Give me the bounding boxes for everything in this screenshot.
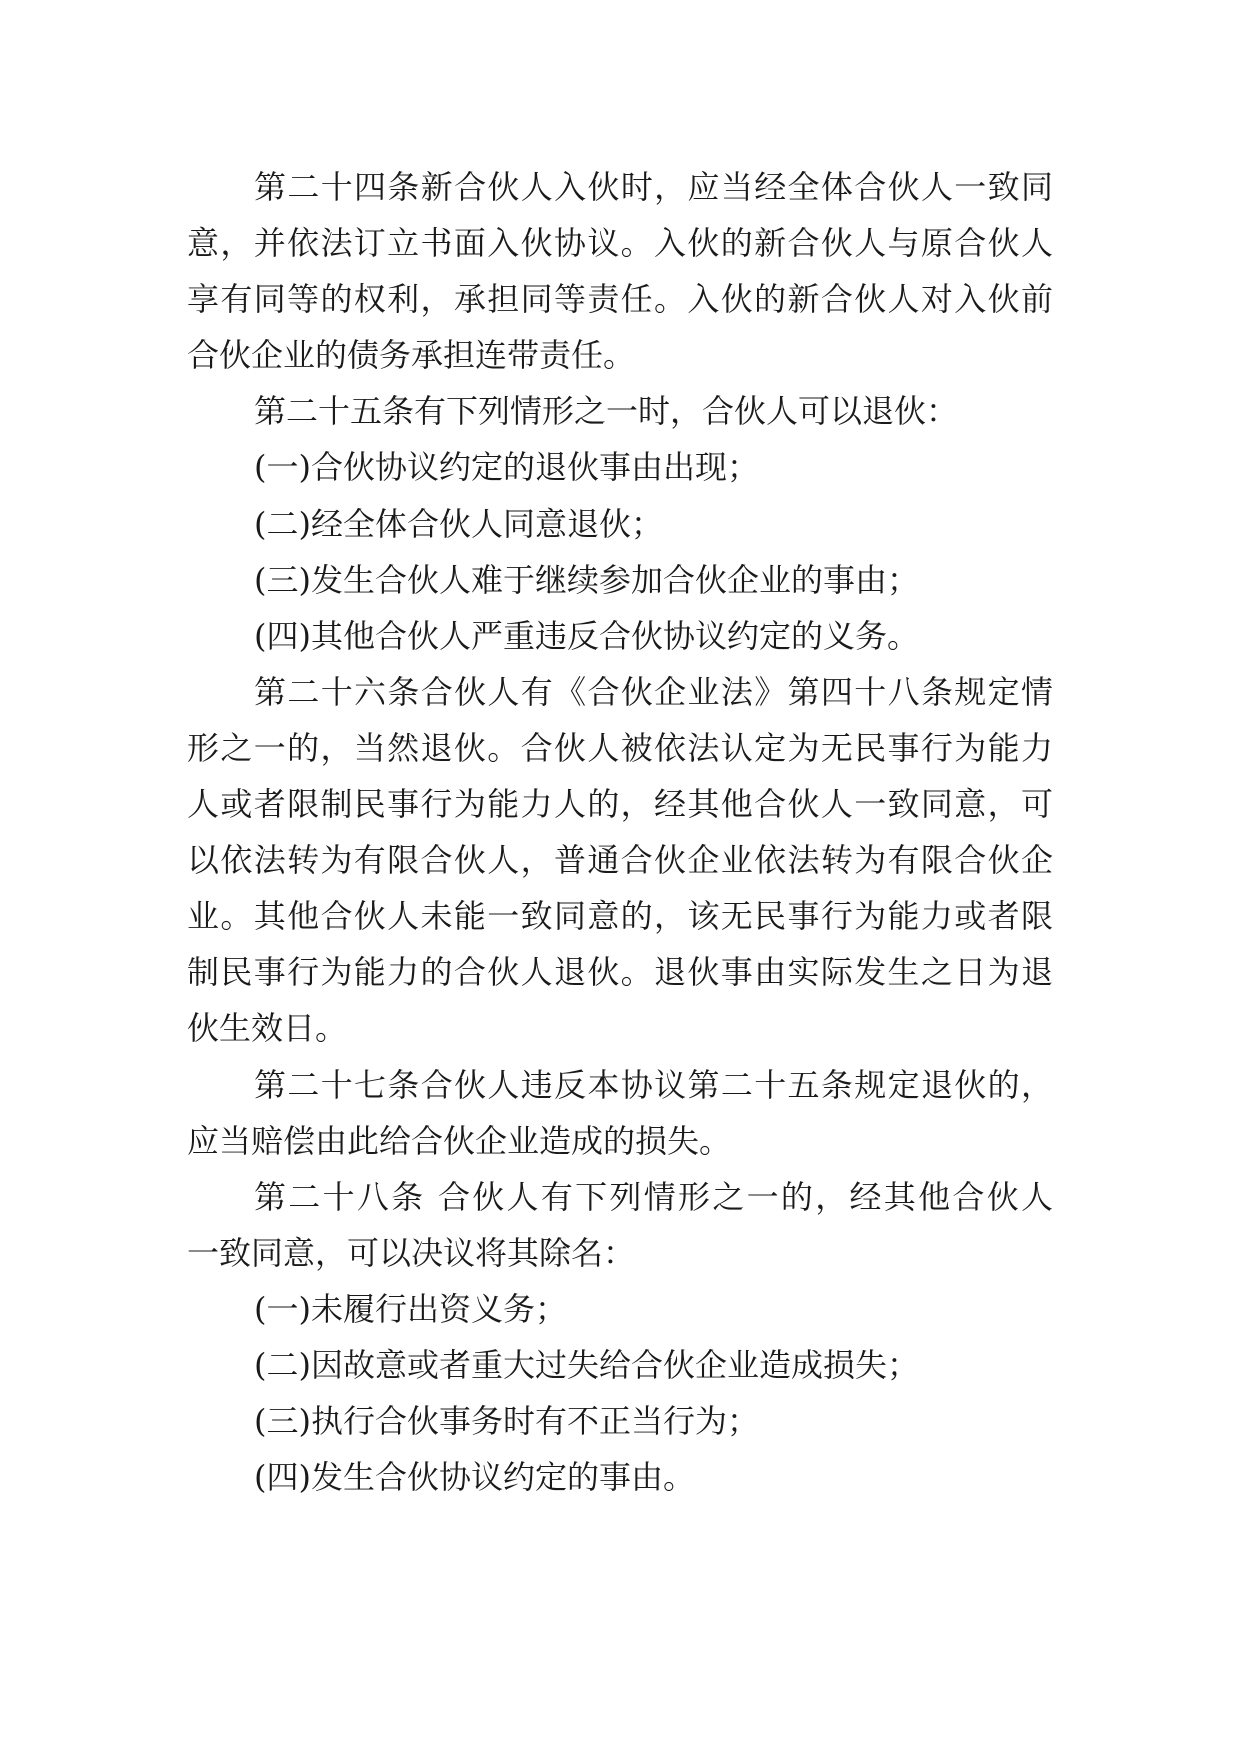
article-28-line-2: 一致同意，可以决议将其除名： [187,1233,636,1272]
article-26-line-7: 伙生效日。 [187,1009,348,1048]
article-24-line-4: 合伙企业的债务承担连带责任。 [187,336,636,375]
article-26-line-3: 人或者限制民事行为能力人的，经其他合伙人一致同意，可 [187,785,1053,824]
article-24-line-1: 第二十四条新合伙人入伙时，应当经全体合伙人一致同 [254,168,1053,206]
article-27-line-1: 第二十七条合伙人违反本协议第二十五条规定退伙的， [254,1065,1053,1104]
article-28-item-4: (四)发生合伙协议约定的事由。 [254,1458,695,1497]
article-28-item-1: (一)未履行出资义务； [254,1289,567,1328]
article-26-line-5: 业。其他合伙人未能一致同意的，该无民事行为能力或者限 [187,897,1053,936]
article-28-item-3: (三)执行合伙事务时有不正当行为； [254,1402,759,1441]
article-24-line-3: 享有同等的权利，承担同等责任。入伙的新合伙人对入伙前 [187,280,1053,319]
document-body [187,159,1053,1505]
article-26-line-2: 形之一的，当然退伙。合伙人被依法认定为无民事行为能力 [187,728,1053,767]
article-26-line-6: 制民事行为能力的合伙人退伙。退伙事由实际发生之日为退 [187,953,1053,992]
article-26-line-1: 第二十六条合伙人有《合伙企业法》第四十八条规定情 [254,672,1053,711]
article-28-line-1: 第二十八条 合伙人有下列情形之一的，经其他合伙人 [254,1177,1053,1216]
article-25-item-3: (三)发生合伙人难于继续参加合伙企业的事由； [254,560,919,599]
article-27-line-2: 应当赔偿由此给合伙企业造成的损失。 [187,1121,732,1160]
article-25-item-4: (四)其他合伙人严重违反合伙协议约定的义务。 [254,616,919,655]
article-25-heading: 第二十五条有下列情形之一时，合伙人可以退伙： [254,392,959,431]
article-25-item-1: (一)合伙协议约定的退伙事由出现； [254,448,759,487]
article-26-line-4: 以依法转为有限合伙人，普通合伙企业依法转为有限合伙企 [187,841,1053,880]
article-25-item-2: (二)经全体合伙人同意退伙； [254,504,663,543]
article-28-item-2: (二)因故意或者重大过失给合伙企业造成损失； [254,1345,919,1384]
article-24-line-2: 意，并依法订立书面入伙协议。入伙的新合伙人与原合伙人 [187,224,1053,263]
